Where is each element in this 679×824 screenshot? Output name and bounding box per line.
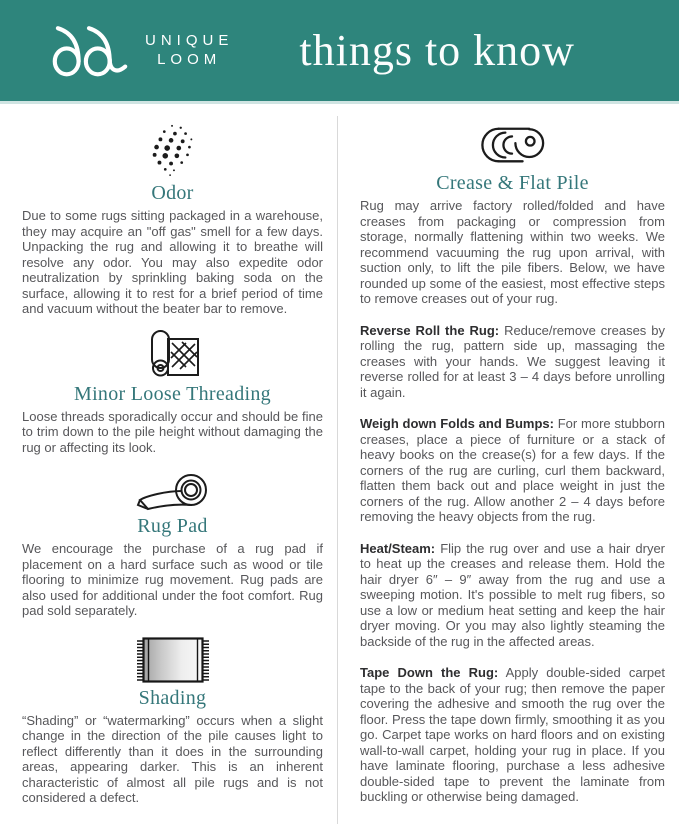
brand-name: [145, 32, 233, 70]
left-column: [22, 116, 323, 824]
page-title: things to know: [299, 26, 575, 75]
section-body-crease: Rug may arrive factory rolled/folded and have creases from packaging or compression from storage, normally flattening within two weeks. We recommend vacuuming the rug upon arrival, with suction only, to lift the pile fibers. Below, we have rounded up some of the easiest, most effective steps to remove creases out of your rug.: [360, 198, 665, 306]
right-column: [360, 116, 665, 824]
header: [0, 0, 679, 104]
tip-weigh-down: [360, 416, 665, 525]
rolled-rug-crosshatch-icon: [22, 329, 323, 379]
tip-tape-down-lead: Tape Down the Rug:: [360, 665, 499, 680]
brand-name-line1: UNIQUE: [145, 31, 234, 49]
unique-loom-logo-icon: [50, 22, 130, 80]
tip-heat-steam: [360, 541, 665, 650]
section-shading: [22, 637, 323, 806]
tip-weigh-down-lead: Weigh down Folds and Bumps:: [360, 416, 554, 431]
tip-weigh-down-text: For more stubborn creases, place a piece of furniture or a stack of heavy books on the crease(s) for a few days. If the corners of the rug are curling, curl them backward, flatten them back out and place weight in just the corners of the rug. Allow another 2 – 4 days before removing the heavy objects from the rug.: [360, 416, 665, 524]
tip-reverse-roll-text: Reduce/remove creases by rolling the rug, pattern side up, massaging the creases with your hands. We suggest leaving it reverse rolled for at least 3 – 4 days before unrolling it again.: [360, 322, 665, 400]
rug-pad-roll-icon: [22, 471, 323, 511]
section-title-odor: Odor: [151, 182, 194, 204]
section-body-rug-pad: We encourage the purchase of a rug pad if placement on a hard surface such as wood or tile flooring to minimize rug movement. Rug pads are also used for additional under the foot comfort. Rug pad sold separately.: [22, 541, 323, 618]
section-body-shading: “Shading” or “watermarking” occurs when a slight change in the direction of the pile causes light to reflect differently than it does in the surrounding areas, appearing darker. This is an inherent characteristic of almost all pile rugs and is not considered a defect.: [22, 712, 323, 805]
tip-tape-down: [360, 665, 665, 805]
tip-reverse-roll: [360, 323, 665, 401]
shaded-rug-icon: [22, 637, 323, 683]
tip-heat-steam-lead: Heat/Steam:: [360, 540, 436, 556]
odor-dots-icon: [22, 122, 323, 178]
section-title-crease: Crease & Flat Pile: [436, 172, 589, 194]
section-crease-flat-pile: [360, 124, 665, 307]
section-body-threading: Loose threads sporadically occur and should be fine to trim down to the pile height without damaging the rug or affecting its look.: [22, 408, 323, 455]
section-title-rug-pad: Rug Pad: [137, 515, 208, 537]
column-divider: [337, 116, 338, 824]
content: [0, 104, 679, 824]
section-odor: [22, 122, 323, 317]
section-minor-loose-threading: [22, 329, 323, 456]
rolled-rug-spiral-icon: [360, 124, 665, 168]
section-title-threading: Minor Loose Threading: [73, 382, 271, 405]
tip-tape-down-text: Apply double-sided carpet tape to the back of your rug; then remove the paper covering the adhesive and smooth the rug over the floor. Press the tape down firmly, smoothing it as you go. Carpet tape works on hard floors and on existing wall-to-wall carpet, holding your rug in place. If you have laminate flooring, purchase a less adhesive double-sided tape to prevent the laminate from buckling or otherwise being damaged.: [360, 665, 665, 804]
section-title-shading: Shading: [138, 686, 207, 709]
brand-name-line2: LOOM: [157, 50, 222, 68]
tip-reverse-roll-lead: Reverse Roll the Rug:: [360, 322, 500, 338]
section-body-odor: Due to some rugs sitting packaged in a warehouse, they may acquire an "off gas" smell for a few days. Unpacking the rug and allowing it to breathe will resolve any odor. You may also expedite odor neutralization by sprinkling baking soda on the surface, allowing it to rest for a brief period of time and vacuum without the beater bar to remove.: [22, 208, 323, 316]
tip-heat-steam-text: Flip the rug over and use a hair dryer to heat up the creases and release them. Hold the hair dryer 6″ – 9″ away from the rug and use a sweeping motion. It's possible to melt rug fibers, so use a low or medium heat setting and keep the hair dryer moving. Or you may also lightly steaming the backside of the rug in the affected areas.: [360, 540, 665, 649]
section-rug-pad: [22, 471, 323, 619]
brand-logo: [50, 22, 233, 80]
